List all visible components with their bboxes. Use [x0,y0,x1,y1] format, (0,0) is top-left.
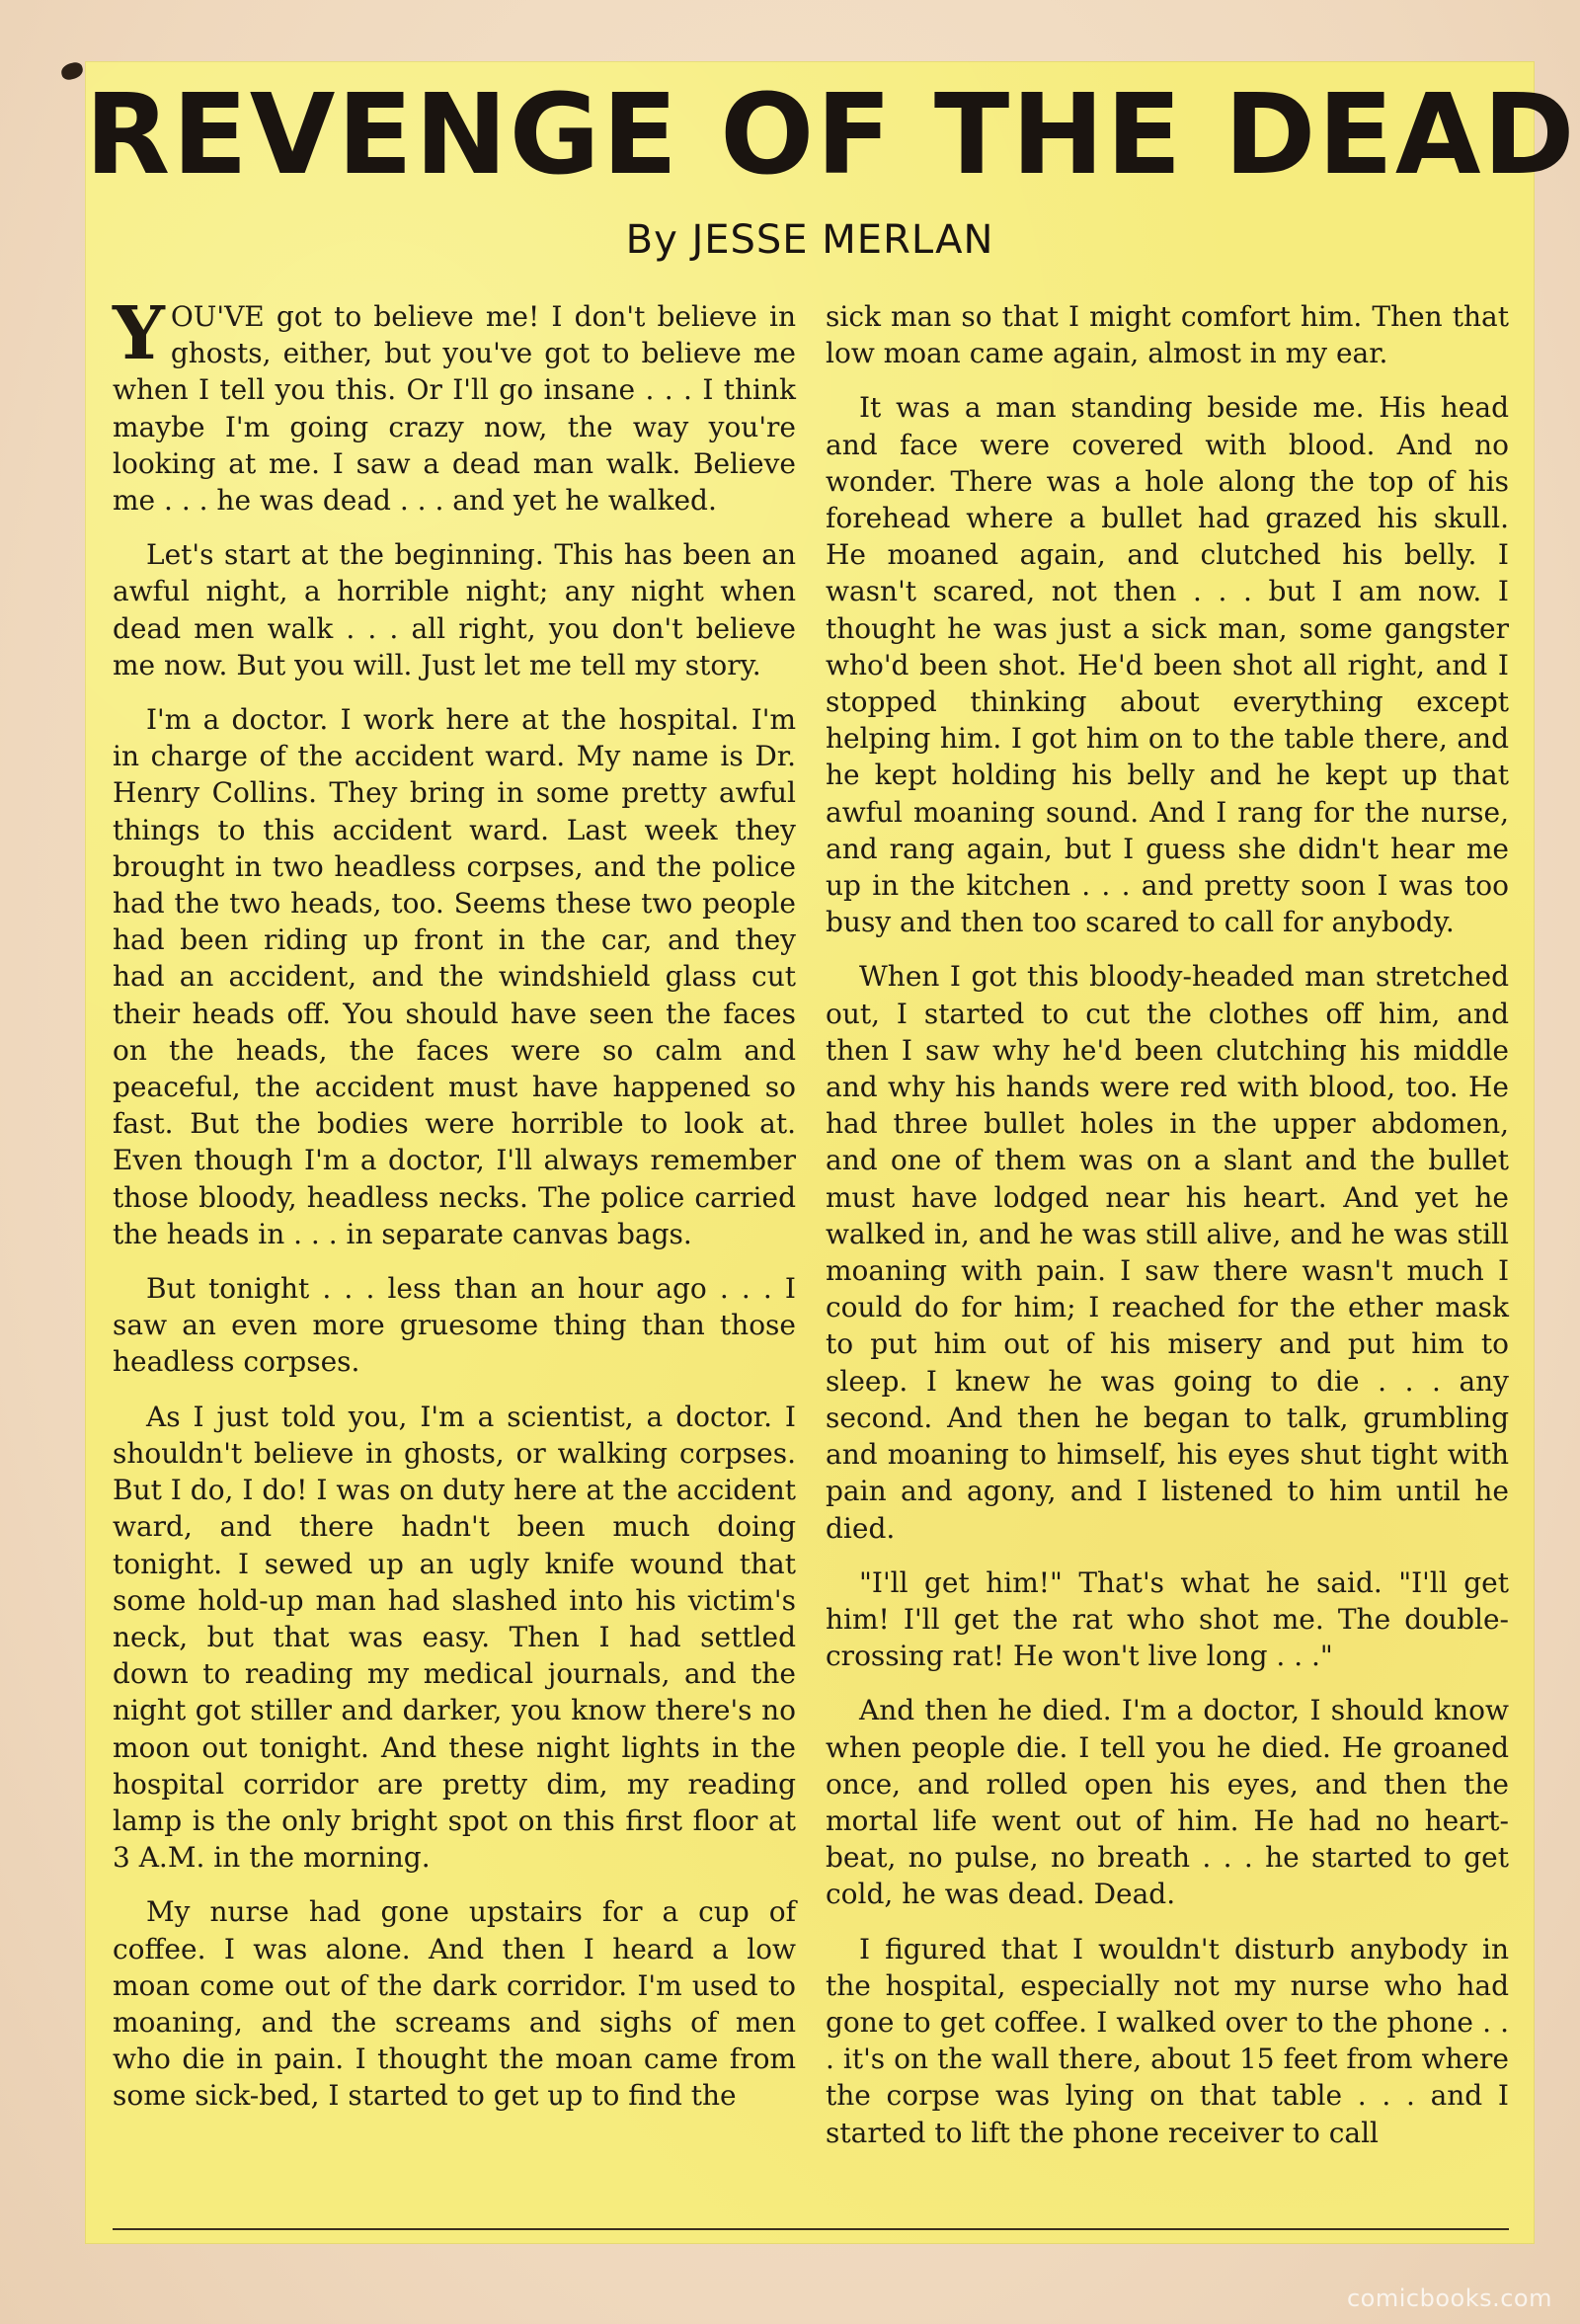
paragraph-continuation: sick man so that I might comfort him. Then that low moan came again, almost in my ear. [826,300,1509,370]
watermark: comicbooks.com [1346,2284,1552,2312]
paragraph: I figured that I wouldn't disturb anybody in the hospital, especially not my nurse who had gone to get coffee. I walked over to the phone . . . it's on the wall there, about 15 feet from where the corpse was lying on that table . . . and I started to lift the phone receiver to call [826,1932,1509,2149]
right-column [826,298,1509,2224]
bottom-rule [113,2228,1509,2230]
story-columns [113,291,1509,2224]
paragraph: And then he died. I'm a doctor, I should know when people die. I tell you he died. He groaned once, and rolled open his eyes, and then the mortal life went out of him. He had no heart-beat, no pulse, no breath . . . he started to get cold, he was dead. Dead. [826,1694,1509,1911]
story-title: REVENGE OF THE DEAD [85,71,1577,200]
story-byline: By JESSE MERLAN [625,217,994,263]
opening-paragraph [113,291,796,519]
paragraph: As I just told you, I'm a scientist, a doctor. I shouldn't believe in ghosts, or walking corpses. But I do, I do! I was on duty here at the accident ward, and there hadn't been much doing tonight. I sewed up an ugly knife wound that some hold-up man had slashed into his victim's neck, but that was easy. Then I had settled down to reading my medical journals, and the night got stiller and darker, you know there's no moon out tonight. And these night lights in the hospital corridor are pretty dim, my reading lamp is the only bright spot on this first floor at 3 A.M. in the morning. [113,1400,796,1875]
paragraph: When I got this bloody-headed man stretched out, I started to cut the clothes off him, and then I saw why he'd been clutching his middle and why his hands were red with blood, too. He had three bullet holes in the upper abdomen, and one of them was on a slant and the bullet must have lodged near his heart. And yet he walked in, and he was still alive, and he was still moaning with pain. I saw there wasn't much I could do for him; I reached for the ether mask to put him out of his misery and put him to sleep. I knew he was going to die . . . any second. And then he began to talk, grumbling and moaning to himself, his eyes shut tight with pain and agony, and I listened to him until he died. [826,960,1509,1545]
left-column [113,291,796,2224]
drop-cap: Y [113,291,165,376]
paragraph: "I'll get him!" That's what he said. "I'll get him! I'll get the rat who shot me. The double-crossing rat! He won't live long . . ." [826,1565,1509,1673]
paragraph: But tonight . . . less than an hour ago . . . I saw an even more gruesome thing than those headless corpses. [113,1272,796,1379]
paragraph: It was a man standing beside me. His head and face were covered with blood. And no wonder. There was a hole along the top of his forehead where a bullet had grazed his skull. He moaned again, and clutched his belly. I wasn't scared, not then . . . but I am now. I thought he was just a sick man, some gangster who'd been shot. He'd been shot all right, and I stopped thinking about everything except helping him. I got him on to the table there, and he kept holding his belly and he kept up that awful moaning sound. And I rang for the nurse, and rang again, but I guess she didn't hear me up in the kitchen . . . and pretty soon I was too busy and then too scared to call for anybody. [826,391,1509,939]
paragraph: Let's start at the beginning. This has been an awful night, a horrible night; any night when dead men walk . . . all right, you don't believe me now. But you will. Just let me tell my story. [113,538,796,681]
opening-paragraph-text: OU'VE got to believe me! I don't believe in ghosts, either, but you've got to believe me when I tell you this. Or I'll go insane . . . I think maybe I'm going crazy now, the way you're looking at me. I saw a dead man walk. Believe me . . . he was dead . . . and yet he walked. [113,300,796,518]
story-panel [85,61,1577,2244]
paragraph: My nurse had gone upstairs for a cup of coffee. I was alone. And then I heard a low moan come out of the dark corridor. I'm used to moaning, and the screams and sighs of men who die in pain. I thought the moan came from some sick-bed, I started to get up to find the [113,1895,796,2113]
paragraph: I'm a doctor. I work here at the hospital. I'm in charge of the accident ward. My name is Dr. Henry Collins. They bring in some pretty awful things to this accident ward. Last week they brought in two headless corpses, and the police had the two heads, too. Seems these two people had been riding up front in the car, and they had an accident, and the windshield glass cut their heads off. You should have seen the faces on the heads, the faces were so calm and peaceful, the accident must have happened so fast. But the bodies were horrible to look at. Even though I'm a doctor, I'll always remember those bloody, headless necks. The police carried the heads in . . . in separate canvas bags. [113,703,796,1250]
